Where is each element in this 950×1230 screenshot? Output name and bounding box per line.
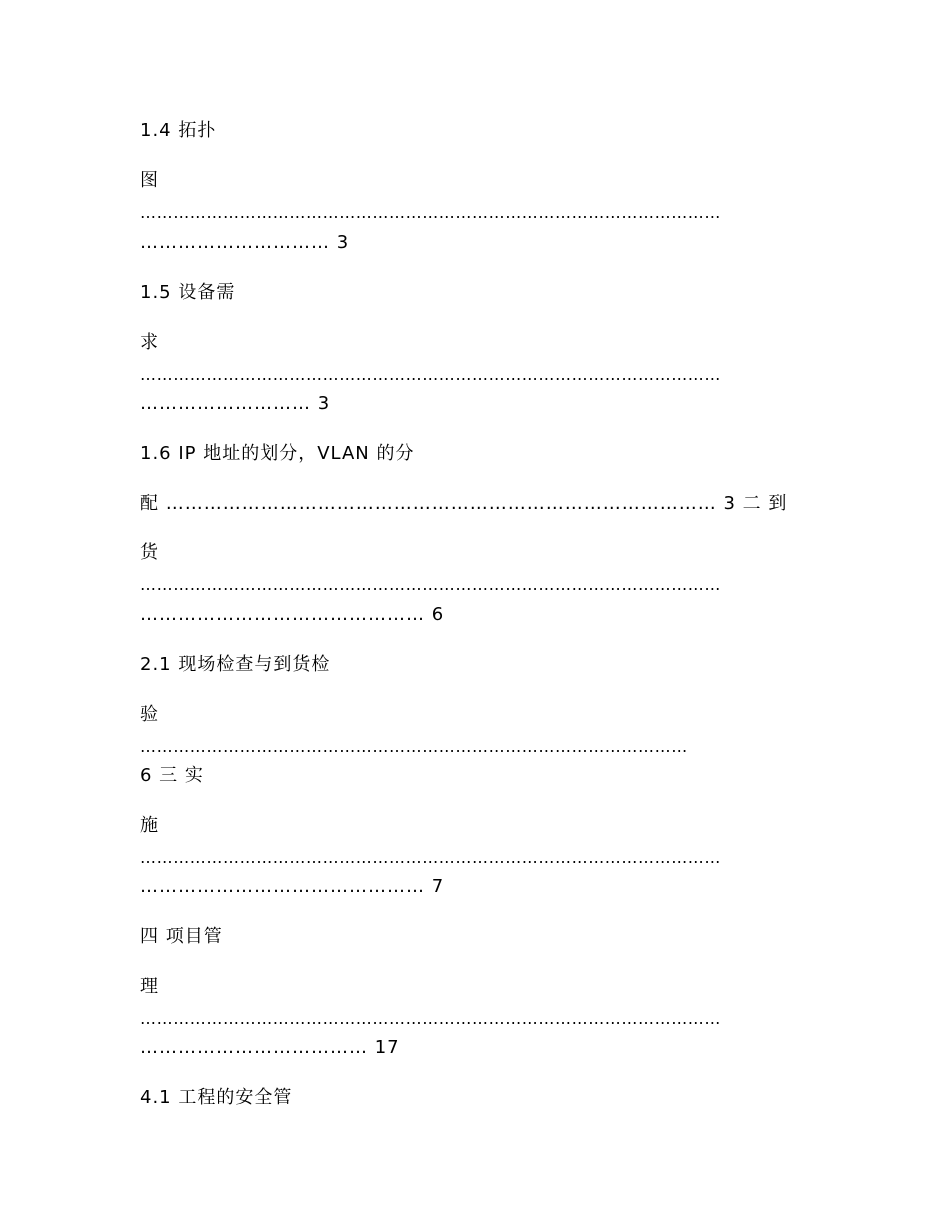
toc-leader-dots: ………………………………………………………………………………………: [140, 737, 688, 756]
toc-leader-dots: ……………………………………………………………………………………………: [140, 575, 721, 594]
toc-entry-1-5-title-cont: 求: [140, 332, 159, 353]
toc-entry-1-5-page: ……………………… 3: [140, 393, 331, 414]
toc-leader-dots: ……………………………………………………………………………………………: [140, 365, 721, 384]
toc-entry-1-6-title: 1.6 IP 地址的划分，VLAN 的分: [140, 443, 415, 464]
toc-entry-2-1-page-and-3-title: 6 三 实: [140, 765, 204, 786]
toc-entry-3-page: ……………………………………… 7: [140, 876, 445, 897]
toc-entry-4-title: 四 项目管: [140, 926, 223, 947]
toc-leader-dots: ……………………………………………………………………………………………: [140, 1009, 721, 1028]
toc-entry-1-4-title-cont: 图: [140, 170, 159, 191]
toc-entry-4-page: ……………………………… 17: [140, 1037, 400, 1058]
toc-entry-4-1-title: 4.1 工程的安全管: [140, 1087, 293, 1108]
toc-entry-1-4-page: ………………………… 3: [140, 232, 350, 253]
toc-entry-2-title-cont: 货: [140, 542, 159, 563]
toc-leader-dots: ……………………………………………………………………………………………: [140, 848, 721, 867]
toc-leader-dots: ……………………………………………………………………………………………: [140, 203, 721, 222]
toc-entry-3-title-cont: 施: [140, 815, 159, 836]
toc-entry-2-1-title-cont: 验: [140, 704, 159, 725]
toc-entry-2-page: ……………………………………… 6: [140, 604, 445, 625]
toc-entry-1-5-title: 1.5 设备需: [140, 282, 236, 303]
toc-entry-4-title-cont: 理: [140, 976, 159, 997]
toc-entry-1-4-title: 1.4 拓扑: [140, 120, 217, 141]
toc-entry-2-1-title: 2.1 现场检查与到货检: [140, 654, 331, 675]
toc-entry-1-6-page-and-2-title: 配 …………………………………………………………………………… 3 二 到: [140, 493, 788, 514]
